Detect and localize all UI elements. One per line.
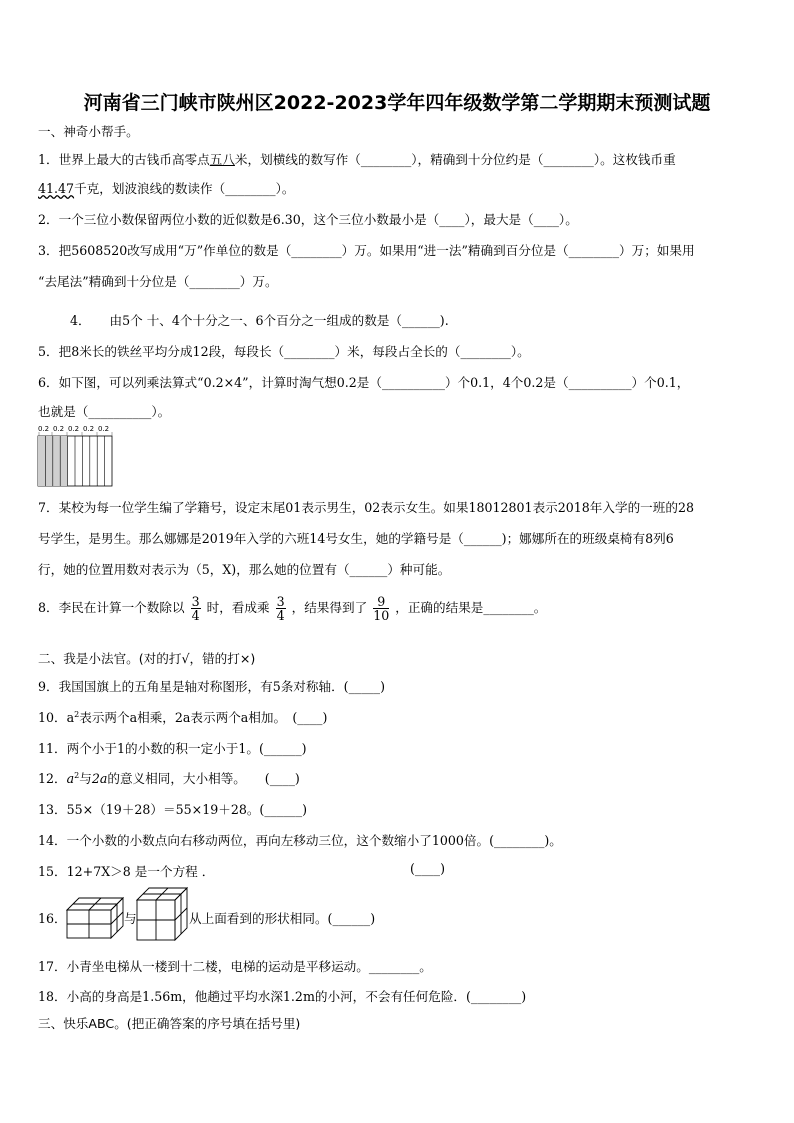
cube-figure-2 <box>135 886 189 942</box>
question-13: 13．55×（19＋28）＝55×19＋28。(______) <box>38 802 308 817</box>
section-heading-3: 三、快乐ABC。(把正确答案的序号填在括号里) <box>38 1016 301 1031</box>
bar-label: 0.2 <box>38 425 50 433</box>
wavy-underlined-number: 41.47 <box>38 181 75 196</box>
section-heading-1: 一、神奇小帮手。 <box>38 124 139 139</box>
bar-label: 0.2 <box>83 425 95 433</box>
cube-figure-1 <box>65 894 127 940</box>
question-9: 9．我国国旗上的五角星是轴对称图形，有5条对称轴．(_____) <box>38 679 385 694</box>
question-6-line-1: 6．如下图，可以列乘法算式“0.2×4”，计算时淘气想0.2是（__________）个0.1，4个0.2是（__________）个0.1， <box>38 375 690 390</box>
question-10: 10．$a^2$表示两个a相乘，2a表示两个a相加。 (____) <box>38 709 328 725</box>
question-18: 18．小高的身高是1.56m，他趟过平均水深1.2m的小河，不会有任何危险．(________) <box>38 989 527 1004</box>
question-6-line-2: 也就是（__________）。 <box>38 404 171 419</box>
question-15: 15．12+7X＞8 是一个方程 ． <box>38 864 215 879</box>
question-15-answer: (____) <box>410 861 446 876</box>
question-8: 8．李民在计算一个数除以 $\frac{3}{4}$ 时，看成乘 $\frac{3}{4}$ ，结果得到了 $\frac{9}{10}$ ，正确的结果是________。 <box>38 594 547 624</box>
question-3-line-1: 3．把5608520改写成用“万”作单位的数是（________）万。如果用“进一法”精确到百分位是（________）万；如果用 <box>38 243 695 258</box>
question-7-line-1: 7．某校为每一位学生编了学籍号，设定末尾01表示男生，02表示女生。如果18012801表示2018年入学的一班的28 <box>38 500 694 515</box>
underlined-number: 五八 <box>209 152 235 167</box>
question-16-text: 从上面看到的形状相同。(______) <box>189 911 376 926</box>
section-heading-2: 二、我是小法官。(对的打√，错的打×) <box>38 651 256 666</box>
question-7-line-2: 号学生，是男生。那么娜娜是2019年入学的六班14号女生，她的学籍号是（______)；娜娜所在的班级桌椅有8列6 <box>38 531 674 546</box>
question-14: 14．一个小数的小数点向右移动两位，再向左移动三位，这个数缩小了1000倍。(________)。 <box>38 833 562 848</box>
question-16-number: 16． <box>38 911 67 926</box>
question-7-line-3: 行，她的位置用数对表示为（5，X)，那么她的位置有（______）种可能。 <box>38 562 451 577</box>
question-3-line-2: “去尾法”精确到十分位是（________）万。 <box>38 274 278 289</box>
question-5: 5．把8米长的铁丝平均分成12段，每段长（________）米，每段占全长的（________）。 <box>38 344 530 359</box>
page-title: 河南省三门峡市陕州区2022-2023学年四年级数学第二学期期末预测试题 <box>83 92 711 114</box>
decimal-bar-figure <box>36 422 116 488</box>
fraction: $\frac{3}{4}$ <box>276 594 285 624</box>
question-16-and: 与 <box>124 911 137 926</box>
question-17: 17．小青坐电梯从一楼到十二楼，电梯的运动是平移运动。________。 <box>38 959 432 974</box>
fraction: $\frac{9}{10}$ <box>373 594 390 624</box>
fraction: $\frac{3}{4}$ <box>191 594 200 624</box>
bar-label: 0.2 <box>53 425 65 433</box>
question-11: 11．两个小于1的小数的积一定小于1。(______) <box>38 741 307 756</box>
question-4: 4． 由5个 十、4个十分之一、6个百分之一组成的数是（______). <box>70 313 449 328</box>
question-1-line-1: 1．世界上最大的古钱币高零点五八米，划横线的数写作（________），精确到十分位约是（________）。这枚钱币重 <box>38 152 676 167</box>
bar-label: 0.2 <box>98 425 110 433</box>
question-1-line-2: 41.47千克，划波浪线的数读作（________）。 <box>38 181 295 196</box>
bar-label: 0.2 <box>68 425 80 433</box>
question-12: 12．$a^2$与2a的意义相同，大小相等。 (____) <box>38 770 300 786</box>
question-2: 2．一个三位小数保留两位小数的近似数是6.30，这个三位小数最小是（____），最大是（____）。 <box>38 212 578 227</box>
